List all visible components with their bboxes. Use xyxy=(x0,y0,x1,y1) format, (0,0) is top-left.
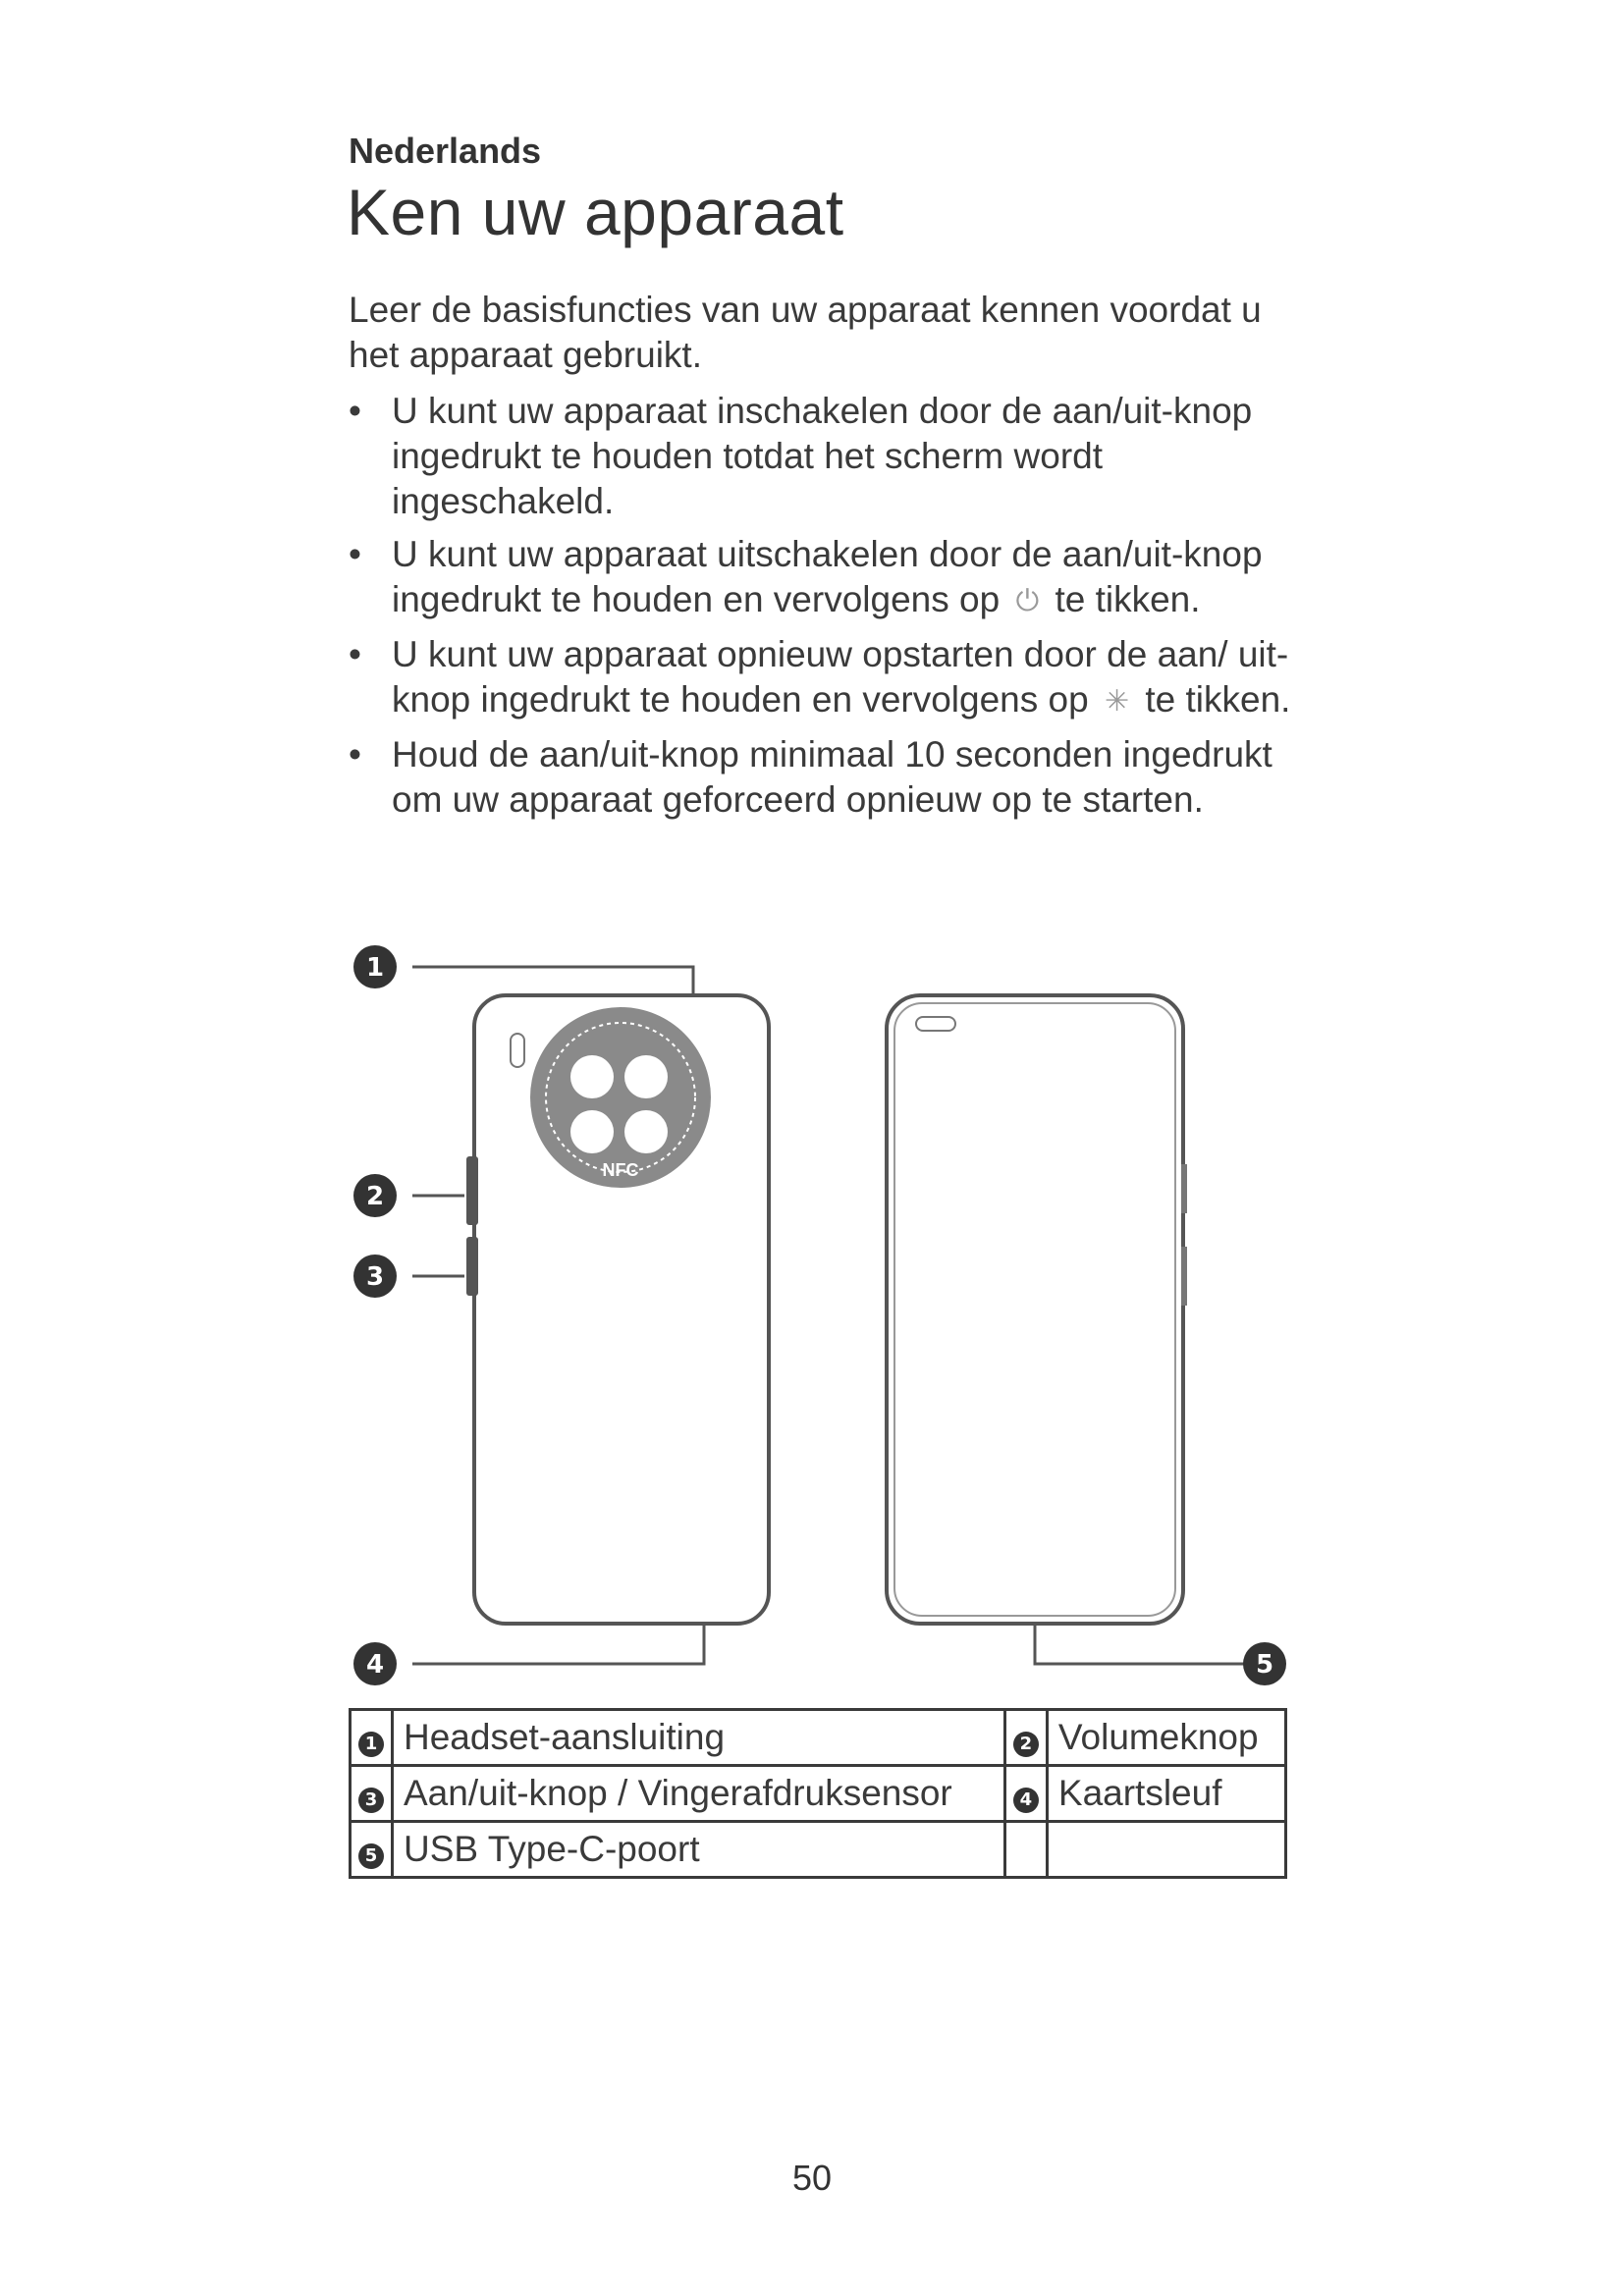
table-row xyxy=(351,1710,1286,1766)
callout-5 xyxy=(1243,1642,1286,1685)
page-title: Ken uw apparaat xyxy=(347,176,844,248)
svg-text:3: 3 xyxy=(365,1262,385,1292)
svg-text:5: 5 xyxy=(1255,1650,1274,1680)
legend-label: Headset-aansluiting xyxy=(393,1710,1005,1766)
legend-table xyxy=(349,1708,1287,1879)
power-icon: ⏻ xyxy=(1015,585,1040,618)
instruction-list xyxy=(349,389,1291,830)
list-item: • U kunt uw apparaat uitschakelen door de aan/uit-knop ingedrukt te houden en vervolgens op ⏻ te tikken. xyxy=(349,532,1291,624)
legend-number: 3 xyxy=(358,1788,384,1813)
bullet-text: te tikken. xyxy=(1055,579,1201,619)
legend-empty-cell xyxy=(1047,1822,1285,1878)
callout-1 xyxy=(353,945,397,988)
list-item: • Houd de aan/uit-knop minimaal 10 seconden ingedrukt om uw apparaat geforceerd opnieuw op te starten. xyxy=(349,732,1291,823)
legend-number: 2 xyxy=(1013,1732,1039,1757)
device-diagram xyxy=(334,933,1296,1698)
callout-4 xyxy=(353,1642,397,1685)
svg-text:1: 1 xyxy=(365,953,385,983)
power-button xyxy=(466,1237,478,1296)
legend-number: 4 xyxy=(1013,1788,1039,1813)
list-item: • U kunt uw apparaat opnieuw opstarten door de aan/ uit-knop ingedrukt te houden en vervolgens op ✳ te tikken. xyxy=(349,632,1291,724)
page-number: 50 xyxy=(791,2158,833,2198)
flash-icon xyxy=(511,1034,524,1067)
restart-icon: ✳ xyxy=(1104,685,1130,719)
intro-paragraph: Leer de basisfuncties van uw apparaat kennen voordat u het apparaat gebruikt. xyxy=(349,290,1262,375)
front-camera-icon xyxy=(916,1017,955,1031)
legend-label: Kaartsleuf xyxy=(1047,1766,1285,1822)
table-row xyxy=(351,1822,1286,1878)
language-label: Nederlands xyxy=(349,131,542,171)
legend-number: 5 xyxy=(358,1843,384,1869)
legend-label: Volumeknop xyxy=(1047,1710,1285,1766)
table-row xyxy=(351,1766,1286,1822)
legend-label: Aan/uit-knop / Vingerafdruksensor xyxy=(393,1766,1005,1822)
bullet-text: Houd de aan/uit-knop minimaal 10 seconden ingedrukt om uw apparaat geforceerd opnieuw op te starten. xyxy=(392,734,1272,821)
list-item: • U kunt uw apparaat inschakelen door de aan/uit-knop ingedrukt te houden totdat het scherm wordt ingeschakeld. xyxy=(349,389,1291,524)
bullet-text: U kunt uw apparaat inschakelen door de aan/uit-knop ingedrukt te houden totdat het scherm wordt ingeschakeld. xyxy=(392,391,1253,521)
svg-text:4: 4 xyxy=(365,1650,385,1680)
nfc-label: NFC xyxy=(602,1160,639,1180)
volume-button xyxy=(466,1156,478,1225)
legend-empty-cell xyxy=(1004,1822,1047,1878)
phone-front-outline xyxy=(887,995,1183,1624)
callout-2 xyxy=(353,1174,397,1217)
callout-3 xyxy=(353,1255,397,1298)
legend-label: USB Type-C-poort xyxy=(393,1822,1005,1878)
bullet-text: U kunt uw apparaat opnieuw opstarten door de aan/ uit-knop ingedrukt te houden en vervolgens op xyxy=(392,634,1289,721)
bullet-text: U kunt uw apparaat uitschakelen door de aan/uit-knop ingedrukt te houden en vervolgens op xyxy=(392,534,1263,619)
legend-number: 1 xyxy=(358,1732,384,1757)
svg-text:2: 2 xyxy=(365,1182,385,1211)
bullet-text: te tikken. xyxy=(1145,679,1291,721)
